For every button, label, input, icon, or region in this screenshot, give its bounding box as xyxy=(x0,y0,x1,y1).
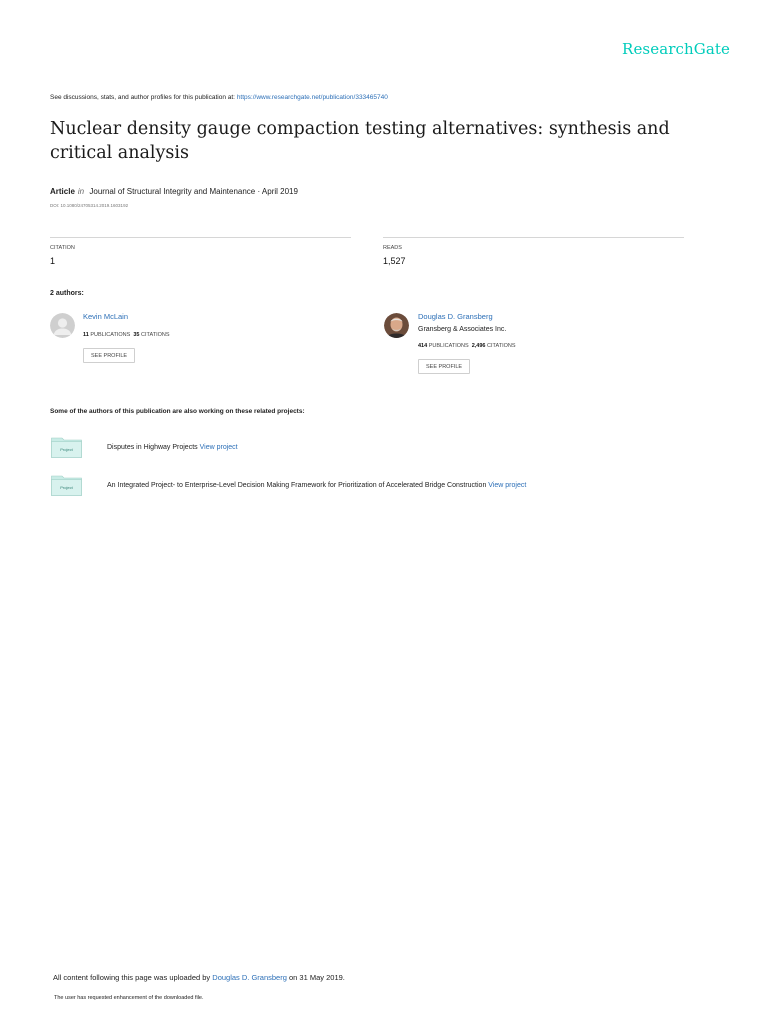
publications-count: 414 xyxy=(418,343,428,349)
author-photo-avatar[interactable] xyxy=(384,313,409,338)
citations-label: CITATIONS xyxy=(487,343,516,349)
upload-prefix: All content following this page was uploaded by xyxy=(53,973,211,982)
author-name-link[interactable]: Kevin McLain xyxy=(83,312,129,321)
related-projects-heading: Some of the authors of this publication are also working on these related projects: xyxy=(50,408,305,415)
divider-left xyxy=(50,237,351,238)
publications-label: PUBLICATIONS xyxy=(90,332,131,338)
avatar-placeholder-icon[interactable] xyxy=(50,313,75,338)
project-icon-label: Project xyxy=(60,447,73,452)
citations-count: 2,496 xyxy=(471,343,486,349)
discussion-prefix: See discussions, stats, and author profiles for this publication at: xyxy=(50,94,235,101)
researchgate-logo[interactable]: ResearchGate xyxy=(622,40,730,58)
project-icon-label: Project xyxy=(60,485,73,490)
publications-count: 11 xyxy=(83,332,89,338)
project-name: An Integrated Project- to Enterprise-Level Decision Making Framework for Prioritization of Accelerated Bridge Construction xyxy=(107,482,487,489)
reads-label: READS xyxy=(383,245,402,251)
page-title: Nuclear density gauge compaction testing alternatives: synthesis and critical analysis xyxy=(50,119,670,163)
publication-url-link[interactable]: https://www.researchgate.net/publication/333465740 xyxy=(236,94,388,101)
publications-label: PUBLICATIONS xyxy=(428,343,469,349)
see-profile-button[interactable]: SEE PROFILE xyxy=(83,348,135,363)
citations-label: CITATIONS xyxy=(141,332,170,338)
citations-count: 35 xyxy=(133,332,140,338)
meta-in: in xyxy=(77,187,85,196)
doi: DOI: 10.1080/24705314.2019.1603192 xyxy=(50,203,129,208)
project-row xyxy=(107,444,238,451)
project-name: Disputes in Highway Projects xyxy=(107,444,198,451)
author-counts xyxy=(418,343,516,349)
upload-date: on 31 May 2019. xyxy=(289,973,345,982)
citation-count: 1 xyxy=(50,256,56,266)
upload-note xyxy=(53,973,345,982)
discussion-line xyxy=(50,94,388,101)
article-type: Article xyxy=(50,187,75,196)
project-row xyxy=(107,482,526,489)
reads-count: 1,527 xyxy=(383,256,406,266)
enhancement-note: The user has requested enhancement of the downloaded file. xyxy=(54,995,204,1001)
uploader-link[interactable]: Douglas D. Gransberg xyxy=(212,973,287,982)
see-profile-button[interactable]: SEE PROFILE xyxy=(418,359,470,374)
divider-right xyxy=(383,237,684,238)
journal-info: Journal of Structural Integrity and Maintenance · April 2019 xyxy=(89,187,298,196)
article-meta xyxy=(50,187,298,196)
authors-heading: 2 authors: xyxy=(50,290,84,297)
author-affiliation: Gransberg & Associates Inc. xyxy=(418,326,507,333)
author-counts xyxy=(83,332,170,338)
view-project-link[interactable]: View project xyxy=(199,444,238,451)
view-project-link[interactable]: View project xyxy=(488,482,527,489)
citation-label: CITATION xyxy=(50,245,75,251)
author-name-link[interactable]: Douglas D. Gransberg xyxy=(418,312,493,321)
